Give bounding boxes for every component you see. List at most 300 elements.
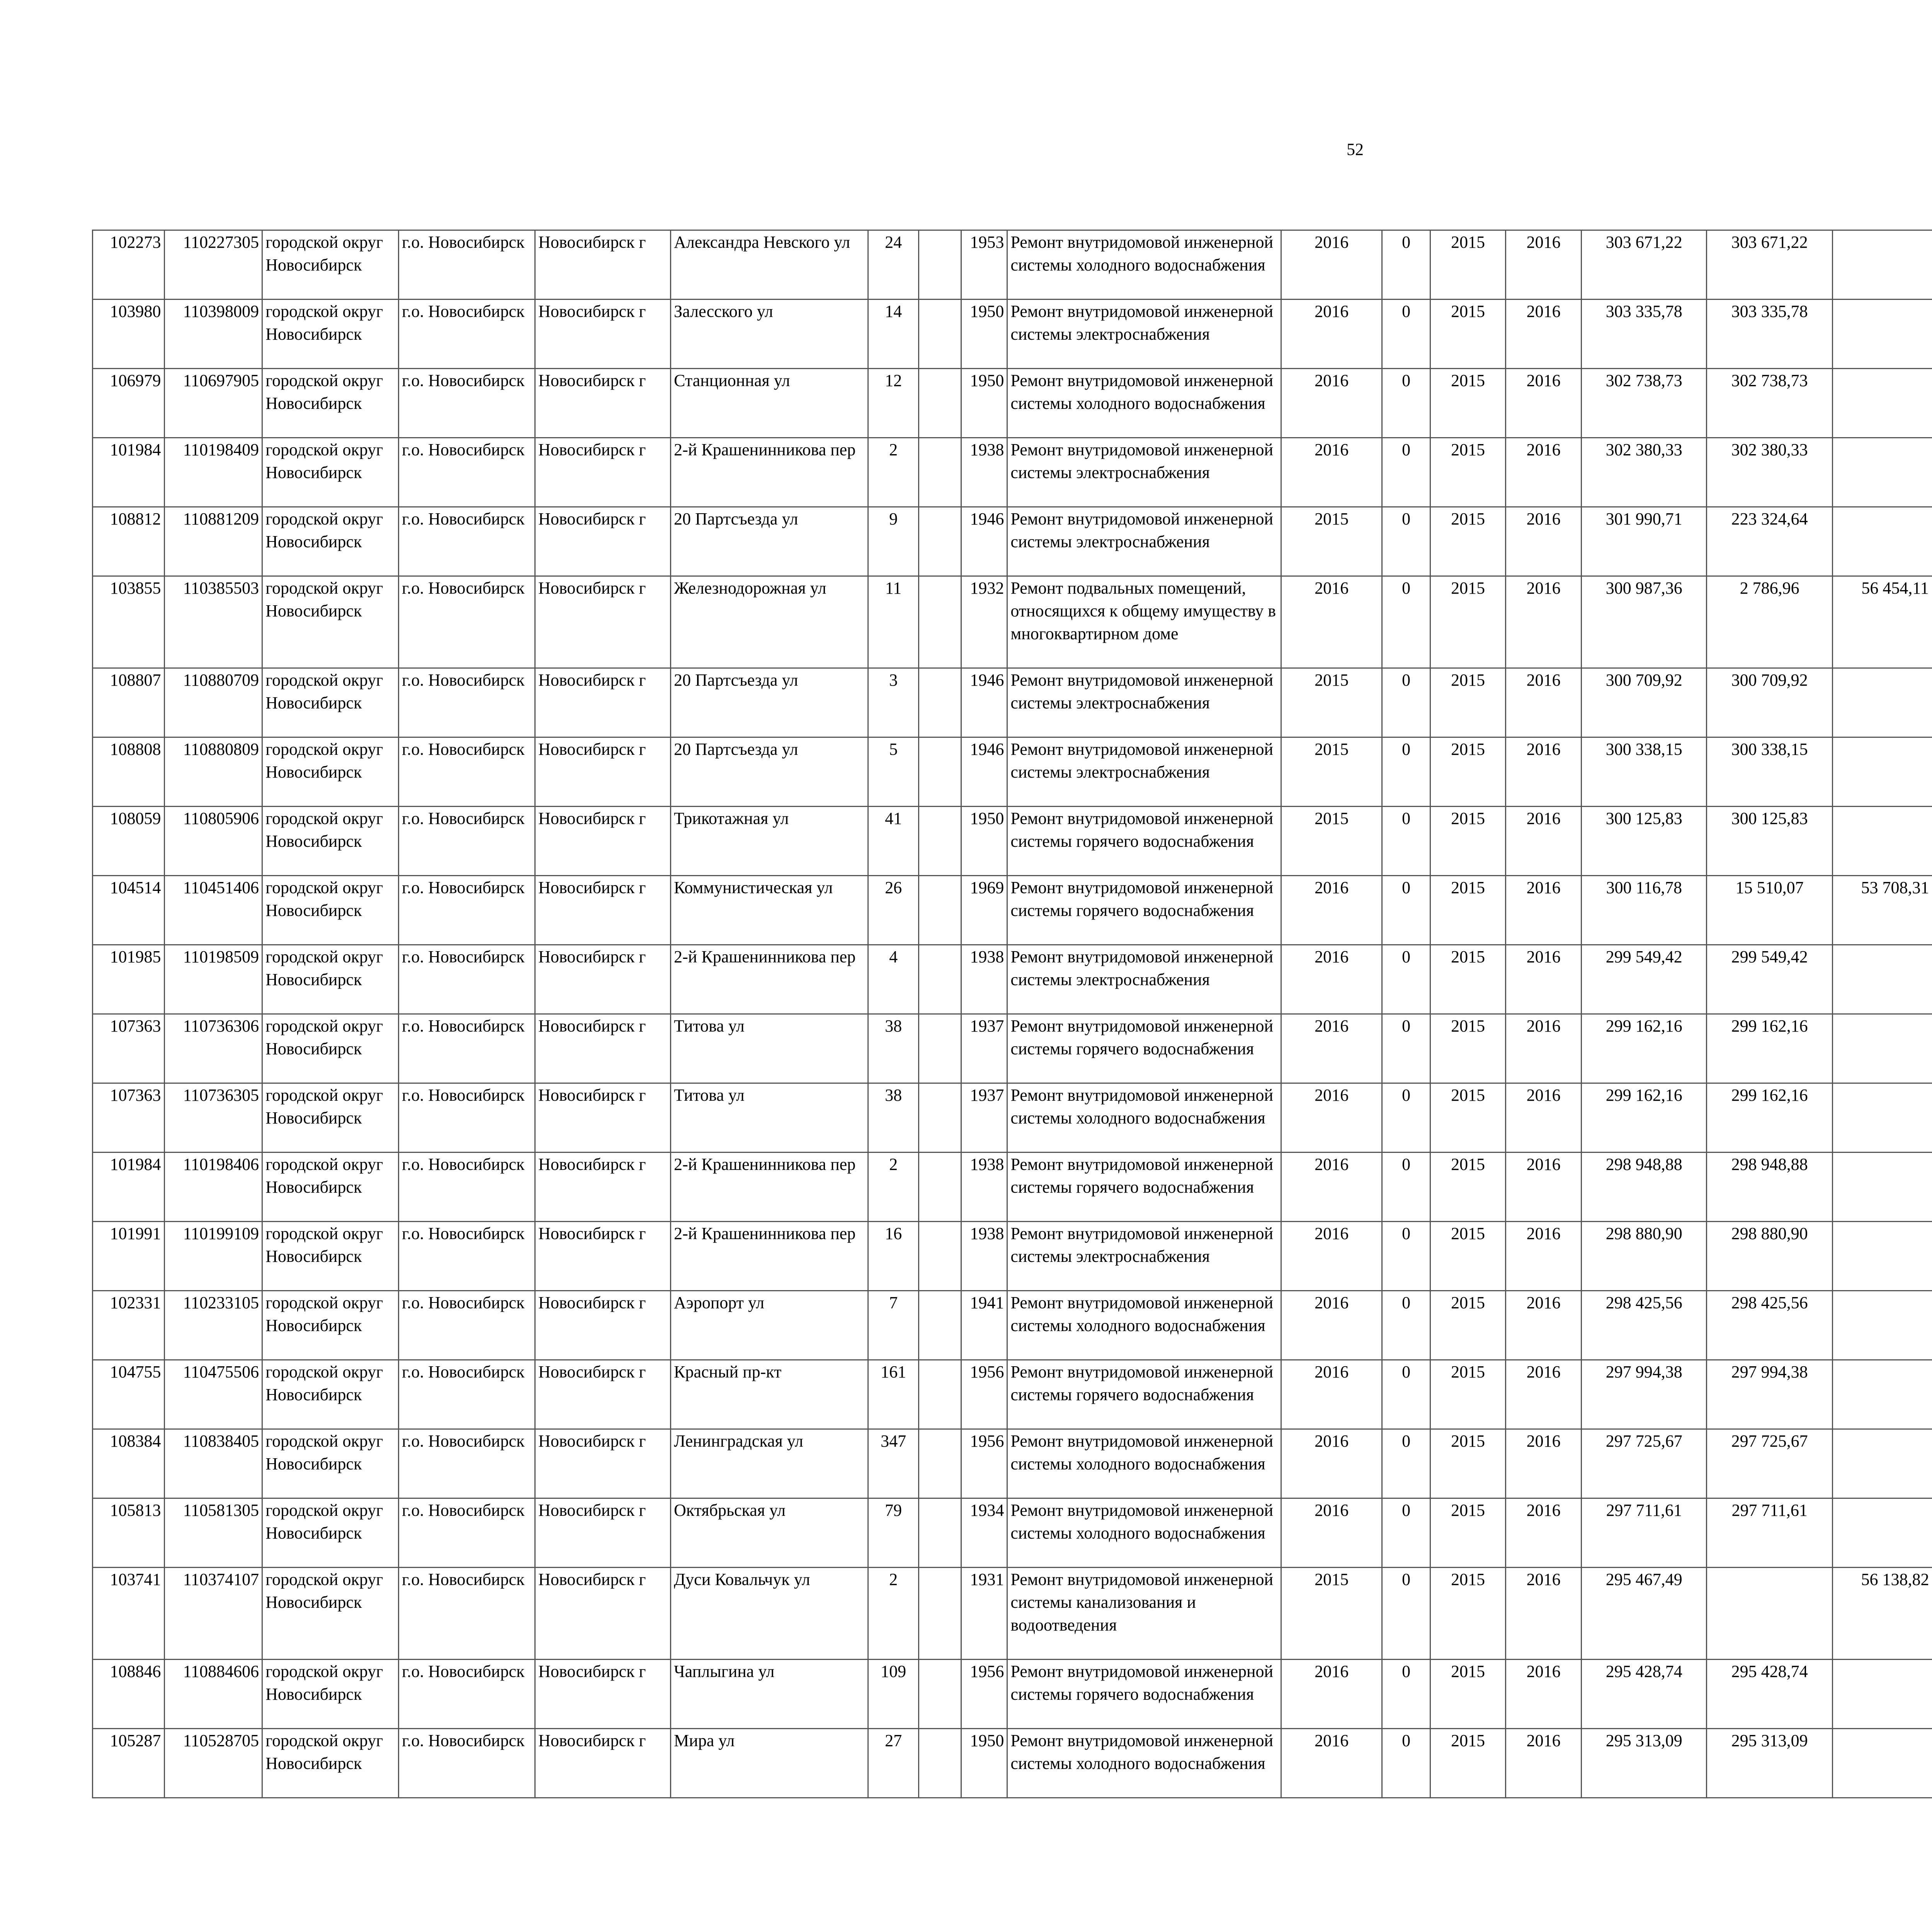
work-type-cell: Ремонт подвальных помещений, относящихся к общему имуществу в многоквартирном доме: [1007, 576, 1281, 668]
municipality-cell: городской округ Новосибирск: [262, 668, 399, 737]
city-cell: Новосибирск г: [535, 737, 671, 807]
year-to-cell: 2016: [1505, 300, 1582, 369]
year-to-cell: 2016: [1505, 230, 1582, 300]
street-cell: Октябрьская ул: [671, 1498, 868, 1568]
city-cell: Новосибирск г: [535, 369, 671, 438]
house-id-cell: 101984: [93, 438, 165, 507]
total-cost-cell: 297 711,61: [1582, 1498, 1707, 1568]
plan-year-cell: 2016: [1281, 1360, 1382, 1429]
plan-year-cell: 2015: [1281, 737, 1382, 807]
year-from-cell: 2015: [1430, 1291, 1506, 1360]
city-cell: Новосибирск г: [535, 576, 671, 668]
table-row: [93, 438, 1932, 507]
year-built-cell: 1937: [961, 1014, 1007, 1083]
street-cell: 2-й Крашенинникова пер: [671, 1222, 868, 1291]
year-from-cell: 2015: [1430, 737, 1506, 807]
year-from-cell: 2015: [1430, 230, 1506, 300]
total-cost-cell: 299 162,16: [1582, 1083, 1707, 1153]
total-cost-cell: 297 725,67: [1582, 1429, 1707, 1498]
table-row: [93, 807, 1932, 876]
plan-year-cell: 2016: [1281, 230, 1382, 300]
municipality-cell: городской округ Новосибирск: [262, 1083, 399, 1153]
work-code-cell: 110451406: [164, 876, 262, 945]
house-id-cell: 105813: [93, 1498, 165, 1568]
zero-value-cell: 0: [1382, 737, 1430, 807]
table-row: [93, 1222, 1932, 1291]
total-cost-cell: 298 948,88: [1582, 1153, 1707, 1222]
total-cost-cell: 298 425,56: [1582, 1291, 1707, 1360]
house-id-cell: 104755: [93, 1360, 165, 1429]
street-cell: 20 Партсъезда ул: [671, 507, 868, 576]
table-row: [93, 668, 1932, 737]
total-cost-cell: 298 880,90: [1582, 1222, 1707, 1291]
house-number-cell: 161: [868, 1360, 918, 1429]
building-cell: [918, 369, 961, 438]
work-code-cell: 110805906: [164, 807, 262, 876]
funding-a-cell: 299 549,42: [1707, 945, 1833, 1014]
plan-year-cell: 2016: [1281, 1498, 1382, 1568]
house-number-cell: 12: [868, 369, 918, 438]
municipality-cell: городской округ Новосибирск: [262, 576, 399, 668]
total-cost-cell: 302 738,73: [1582, 369, 1707, 438]
house-number-cell: 2: [868, 1153, 918, 1222]
zero-value-cell: 0: [1382, 507, 1430, 576]
city-cell: Новосибирск г: [535, 1222, 671, 1291]
municipality-cell: городской округ Новосибирск: [262, 1360, 399, 1429]
zero-value-cell: 0: [1382, 1360, 1430, 1429]
work-code-cell: 110374107: [164, 1568, 262, 1660]
city-cell: Новосибирск г: [535, 230, 671, 300]
street-cell: Мира ул: [671, 1729, 868, 1798]
work-code-cell: 110199109: [164, 1222, 262, 1291]
funding-a-cell: 302 738,73: [1707, 369, 1833, 438]
street-cell: Дуси Ковальчук ул: [671, 1568, 868, 1660]
table-row: [93, 1291, 1932, 1360]
building-cell: [918, 668, 961, 737]
funding-b-cell: [1833, 1498, 1932, 1568]
year-from-cell: 2015: [1430, 438, 1506, 507]
work-code-cell: 110233105: [164, 1291, 262, 1360]
street-cell: 2-й Крашенинникова пер: [671, 1153, 868, 1222]
funding-b-cell: [1833, 438, 1932, 507]
zero-value-cell: 0: [1382, 230, 1430, 300]
funding-b-cell: [1833, 945, 1932, 1014]
year-from-cell: 2015: [1430, 807, 1506, 876]
house-id-cell: 107363: [93, 1083, 165, 1153]
year-to-cell: 2016: [1505, 945, 1582, 1014]
work-code-cell: 110198409: [164, 438, 262, 507]
district-cell: г.о. Новосибирск: [399, 507, 535, 576]
funding-a-cell: 303 335,78: [1707, 300, 1833, 369]
year-to-cell: 2016: [1505, 668, 1582, 737]
zero-value-cell: 0: [1382, 300, 1430, 369]
work-code-cell: 110198406: [164, 1153, 262, 1222]
zero-value-cell: 0: [1382, 576, 1430, 668]
funding-a-cell: 298 880,90: [1707, 1222, 1833, 1291]
total-cost-cell: 295 428,74: [1582, 1660, 1707, 1729]
house-number-cell: 26: [868, 876, 918, 945]
district-cell: г.о. Новосибирск: [399, 876, 535, 945]
funding-b-cell: [1833, 1360, 1932, 1429]
plan-year-cell: 2016: [1281, 945, 1382, 1014]
work-type-cell: Ремонт внутридомовой инженерной системы горячего водоснабжения: [1007, 1014, 1281, 1083]
funding-a-cell: 297 994,38: [1707, 1360, 1833, 1429]
work-type-cell: Ремонт внутридомовой инженерной системы холодного водоснабжения: [1007, 1498, 1281, 1568]
year-built-cell: 1956: [961, 1360, 1007, 1429]
municipality-cell: городской округ Новосибирск: [262, 438, 399, 507]
year-from-cell: 2015: [1430, 1153, 1506, 1222]
municipality-cell: городской округ Новосибирск: [262, 1222, 399, 1291]
year-to-cell: 2016: [1505, 1222, 1582, 1291]
year-built-cell: 1950: [961, 1729, 1007, 1798]
work-type-cell: Ремонт внутридомовой инженерной системы электроснабжения: [1007, 1222, 1281, 1291]
municipality-cell: городской округ Новосибирск: [262, 1291, 399, 1360]
funding-b-cell: [1833, 230, 1932, 300]
table-row: [93, 507, 1932, 576]
funding-b-cell: [1833, 1083, 1932, 1153]
building-cell: [918, 300, 961, 369]
year-built-cell: 1946: [961, 737, 1007, 807]
year-to-cell: 2016: [1505, 1729, 1582, 1798]
street-cell: Титова ул: [671, 1014, 868, 1083]
work-type-cell: Ремонт внутридомовой инженерной системы горячего водоснабжения: [1007, 1660, 1281, 1729]
district-cell: г.о. Новосибирск: [399, 1291, 535, 1360]
building-cell: [918, 1660, 961, 1729]
table-row: [93, 1660, 1932, 1729]
plan-year-cell: 2016: [1281, 1083, 1382, 1153]
municipality-cell: городской округ Новосибирск: [262, 1153, 399, 1222]
year-to-cell: 2016: [1505, 1153, 1582, 1222]
funding-b-cell: [1833, 507, 1932, 576]
city-cell: Новосибирск г: [535, 1291, 671, 1360]
work-code-cell: 110880809: [164, 737, 262, 807]
table-row: [93, 369, 1932, 438]
work-type-cell: Ремонт внутридомовой инженерной системы канализования и водоотведения: [1007, 1568, 1281, 1660]
municipality-cell: городской округ Новосибирск: [262, 369, 399, 438]
plan-year-cell: 2016: [1281, 1660, 1382, 1729]
house-id-cell: 101984: [93, 1153, 165, 1222]
plan-year-cell: 2016: [1281, 1429, 1382, 1498]
year-built-cell: 1950: [961, 807, 1007, 876]
street-cell: Красный пр-кт: [671, 1360, 868, 1429]
work-type-cell: Ремонт внутридомовой инженерной системы электроснабжения: [1007, 507, 1281, 576]
building-cell: [918, 876, 961, 945]
building-cell: [918, 1014, 961, 1083]
total-cost-cell: 297 994,38: [1582, 1360, 1707, 1429]
work-type-cell: Ремонт внутридомовой инженерной системы холодного водоснабжения: [1007, 1729, 1281, 1798]
funding-a-cell: 300 338,15: [1707, 737, 1833, 807]
work-code-cell: 110881209: [164, 507, 262, 576]
house-id-cell: 101985: [93, 945, 165, 1014]
district-cell: г.о. Новосибирск: [399, 1360, 535, 1429]
work-code-cell: 110475506: [164, 1360, 262, 1429]
house-number-cell: 2: [868, 438, 918, 507]
year-to-cell: 2016: [1505, 1291, 1582, 1360]
funding-b-cell: [1833, 1222, 1932, 1291]
table-row: [93, 300, 1932, 369]
year-built-cell: 1956: [961, 1429, 1007, 1498]
zero-value-cell: 0: [1382, 876, 1430, 945]
building-cell: [918, 807, 961, 876]
work-code-cell: 110736306: [164, 1014, 262, 1083]
house-number-cell: 38: [868, 1014, 918, 1083]
zero-value-cell: 0: [1382, 668, 1430, 737]
municipality-cell: городской округ Новосибирск: [262, 1660, 399, 1729]
municipality-cell: городской округ Новосибирск: [262, 507, 399, 576]
year-to-cell: 2016: [1505, 438, 1582, 507]
funding-a-cell: 298 948,88: [1707, 1153, 1833, 1222]
work-type-cell: Ремонт внутридомовой инженерной системы электроснабжения: [1007, 300, 1281, 369]
zero-value-cell: 0: [1382, 1291, 1430, 1360]
table-row: [93, 1360, 1932, 1429]
street-cell: 20 Партсъезда ул: [671, 737, 868, 807]
district-cell: г.о. Новосибирск: [399, 369, 535, 438]
house-number-cell: 24: [868, 230, 918, 300]
funding-a-cell: 297 725,67: [1707, 1429, 1833, 1498]
building-cell: [918, 576, 961, 668]
municipality-cell: городской округ Новосибирск: [262, 1014, 399, 1083]
year-built-cell: 1934: [961, 1498, 1007, 1568]
zero-value-cell: 0: [1382, 438, 1430, 507]
funding-b-cell: [1833, 369, 1932, 438]
funding-b-cell: 53 708,31: [1833, 876, 1932, 945]
house-number-cell: 14: [868, 300, 918, 369]
work-type-cell: Ремонт внутридомовой инженерной системы холодного водоснабжения: [1007, 1429, 1281, 1498]
year-from-cell: 2015: [1430, 1429, 1506, 1498]
street-cell: Аэропорт ул: [671, 1291, 868, 1360]
zero-value-cell: 0: [1382, 1729, 1430, 1798]
plan-year-cell: 2016: [1281, 438, 1382, 507]
house-number-cell: 2: [868, 1568, 918, 1660]
street-cell: 2-й Крашенинникова пер: [671, 945, 868, 1014]
municipality-cell: городской округ Новосибирск: [262, 1729, 399, 1798]
total-cost-cell: 295 467,49: [1582, 1568, 1707, 1660]
year-built-cell: 1950: [961, 369, 1007, 438]
district-cell: г.о. Новосибирск: [399, 438, 535, 507]
city-cell: Новосибирск г: [535, 1429, 671, 1498]
zero-value-cell: 0: [1382, 1660, 1430, 1729]
funding-b-cell: [1833, 1429, 1932, 1498]
district-cell: г.о. Новосибирск: [399, 807, 535, 876]
table-row: [93, 1153, 1932, 1222]
total-cost-cell: 299 162,16: [1582, 1014, 1707, 1083]
city-cell: Новосибирск г: [535, 1083, 671, 1153]
street-cell: Ленинградская ул: [671, 1429, 868, 1498]
street-cell: Залесского ул: [671, 300, 868, 369]
house-id-cell: 103980: [93, 300, 165, 369]
work-type-cell: Ремонт внутридомовой инженерной системы холодного водоснабжения: [1007, 230, 1281, 300]
plan-year-cell: 2016: [1281, 876, 1382, 945]
year-from-cell: 2015: [1430, 1083, 1506, 1153]
year-from-cell: 2015: [1430, 1498, 1506, 1568]
work-type-cell: Ремонт внутридомовой инженерной системы холодного водоснабжения: [1007, 1291, 1281, 1360]
year-to-cell: 2016: [1505, 507, 1582, 576]
funding-b-cell: [1833, 737, 1932, 807]
work-code-cell: 110385503: [164, 576, 262, 668]
house-number-cell: 5: [868, 737, 918, 807]
city-cell: Новосибирск г: [535, 507, 671, 576]
table-row: [93, 737, 1932, 807]
city-cell: Новосибирск г: [535, 945, 671, 1014]
work-code-cell: 110736305: [164, 1083, 262, 1153]
city-cell: Новосибирск г: [535, 1729, 671, 1798]
city-cell: Новосибирск г: [535, 1014, 671, 1083]
street-cell: 2-й Крашенинникова пер: [671, 438, 868, 507]
year-built-cell: 1956: [961, 1660, 1007, 1729]
funding-a-cell: 299 162,16: [1707, 1083, 1833, 1153]
year-to-cell: 2016: [1505, 369, 1582, 438]
year-to-cell: 2016: [1505, 807, 1582, 876]
municipality-cell: городской округ Новосибирск: [262, 1498, 399, 1568]
street-cell: Титова ул: [671, 1083, 868, 1153]
work-code-cell: 110838405: [164, 1429, 262, 1498]
municipality-cell: городской округ Новосибирск: [262, 1568, 399, 1660]
house-number-cell: 9: [868, 507, 918, 576]
work-type-cell: Ремонт внутридомовой инженерной системы холодного водоснабжения: [1007, 369, 1281, 438]
house-id-cell: 104514: [93, 876, 165, 945]
zero-value-cell: 0: [1382, 1498, 1430, 1568]
house-id-cell: 102273: [93, 230, 165, 300]
total-cost-cell: 303 335,78: [1582, 300, 1707, 369]
work-type-cell: Ремонт внутридомовой инженерной системы электроснабжения: [1007, 737, 1281, 807]
house-id-cell: 106979: [93, 369, 165, 438]
zero-value-cell: 0: [1382, 1083, 1430, 1153]
total-cost-cell: 300 116,78: [1582, 876, 1707, 945]
year-from-cell: 2015: [1430, 876, 1506, 945]
building-cell: [918, 1222, 961, 1291]
house-number-cell: 38: [868, 1083, 918, 1153]
zero-value-cell: 0: [1382, 945, 1430, 1014]
year-built-cell: 1953: [961, 230, 1007, 300]
house-number-cell: 41: [868, 807, 918, 876]
year-built-cell: 1938: [961, 1153, 1007, 1222]
street-cell: Коммунистическая ул: [671, 876, 868, 945]
funding-b-cell: [1833, 1014, 1932, 1083]
building-cell: [918, 507, 961, 576]
building-cell: [918, 438, 961, 507]
municipality-cell: городской округ Новосибирск: [262, 300, 399, 369]
work-code-cell: 110880709: [164, 668, 262, 737]
house-id-cell: 103855: [93, 576, 165, 668]
plan-year-cell: 2016: [1281, 1729, 1382, 1798]
street-cell: Чаплыгина ул: [671, 1660, 868, 1729]
city-cell: Новосибирск г: [535, 1498, 671, 1568]
funding-b-cell: [1833, 807, 1932, 876]
table-row: [93, 1429, 1932, 1498]
building-cell: [918, 1360, 961, 1429]
work-type-cell: Ремонт внутридомовой инженерной системы электроснабжения: [1007, 668, 1281, 737]
year-from-cell: 2015: [1430, 1360, 1506, 1429]
year-to-cell: 2016: [1505, 1014, 1582, 1083]
funding-a-cell: [1707, 1568, 1833, 1660]
street-cell: Железнодорожная ул: [671, 576, 868, 668]
district-cell: г.о. Новосибирск: [399, 1498, 535, 1568]
total-cost-cell: 295 313,09: [1582, 1729, 1707, 1798]
work-code-cell: 110581305: [164, 1498, 262, 1568]
total-cost-cell: 300 709,92: [1582, 668, 1707, 737]
house-id-cell: 108384: [93, 1429, 165, 1498]
building-cell: [918, 1429, 961, 1498]
work-type-cell: Ремонт внутридомовой инженерной системы холодного водоснабжения: [1007, 1083, 1281, 1153]
building-cell: [918, 737, 961, 807]
house-number-cell: 4: [868, 945, 918, 1014]
plan-year-cell: 2016: [1281, 1291, 1382, 1360]
house-id-cell: 103741: [93, 1568, 165, 1660]
street-cell: Трикотажная ул: [671, 807, 868, 876]
year-to-cell: 2016: [1505, 1083, 1582, 1153]
table-row: [93, 576, 1932, 668]
year-to-cell: 2016: [1505, 737, 1582, 807]
house-id-cell: 108807: [93, 668, 165, 737]
house-id-cell: 102331: [93, 1291, 165, 1360]
plan-year-cell: 2016: [1281, 1153, 1382, 1222]
city-cell: Новосибирск г: [535, 300, 671, 369]
plan-year-cell: 2016: [1281, 300, 1382, 369]
house-number-cell: 27: [868, 1729, 918, 1798]
funding-a-cell: 303 671,22: [1707, 230, 1833, 300]
zero-value-cell: 0: [1382, 369, 1430, 438]
year-built-cell: 1932: [961, 576, 1007, 668]
work-type-cell: Ремонт внутридомовой инженерной системы горячего водоснабжения: [1007, 1153, 1281, 1222]
plan-year-cell: 2015: [1281, 507, 1382, 576]
total-cost-cell: 302 380,33: [1582, 438, 1707, 507]
year-built-cell: 1946: [961, 507, 1007, 576]
work-code-cell: 110884606: [164, 1660, 262, 1729]
year-from-cell: 2015: [1430, 945, 1506, 1014]
total-cost-cell: 300 125,83: [1582, 807, 1707, 876]
total-cost-cell: 299 549,42: [1582, 945, 1707, 1014]
year-built-cell: 1937: [961, 1083, 1007, 1153]
building-cell: [918, 1153, 961, 1222]
funding-a-cell: 297 711,61: [1707, 1498, 1833, 1568]
table-row: [93, 1729, 1932, 1798]
year-from-cell: 2015: [1430, 369, 1506, 438]
city-cell: Новосибирск г: [535, 1568, 671, 1660]
plan-year-cell: 2016: [1281, 576, 1382, 668]
municipality-cell: городской округ Новосибирск: [262, 945, 399, 1014]
work-type-cell: Ремонт внутридомовой инженерной системы горячего водоснабжения: [1007, 807, 1281, 876]
year-to-cell: 2016: [1505, 1360, 1582, 1429]
work-type-cell: Ремонт внутридомовой инженерной системы электроснабжения: [1007, 438, 1281, 507]
municipality-cell: городской округ Новосибирск: [262, 876, 399, 945]
work-type-cell: Ремонт внутридомовой инженерной системы горячего водоснабжения: [1007, 876, 1281, 945]
year-to-cell: 2016: [1505, 1660, 1582, 1729]
year-to-cell: 2016: [1505, 1498, 1582, 1568]
funding-a-cell: 300 709,92: [1707, 668, 1833, 737]
house-number-cell: 16: [868, 1222, 918, 1291]
funding-a-cell: 299 162,16: [1707, 1014, 1833, 1083]
district-cell: г.о. Новосибирск: [399, 1014, 535, 1083]
table-row: [93, 876, 1932, 945]
total-cost-cell: 300 987,36: [1582, 576, 1707, 668]
house-id-cell: 107363: [93, 1014, 165, 1083]
funding-a-cell: 223 324,64: [1707, 507, 1833, 576]
building-cell: [918, 1498, 961, 1568]
zero-value-cell: 0: [1382, 1429, 1430, 1498]
table-row: [93, 1014, 1932, 1083]
funding-b-cell: [1833, 1153, 1932, 1222]
work-type-cell: Ремонт внутридомовой инженерной системы горячего водоснабжения: [1007, 1360, 1281, 1429]
house-id-cell: 108846: [93, 1660, 165, 1729]
funding-b-cell: [1833, 300, 1932, 369]
district-cell: г.о. Новосибирск: [399, 1153, 535, 1222]
funding-b-cell: [1833, 668, 1932, 737]
year-built-cell: 1950: [961, 300, 1007, 369]
house-id-cell: 101991: [93, 1222, 165, 1291]
year-from-cell: 2015: [1430, 507, 1506, 576]
year-from-cell: 2015: [1430, 1014, 1506, 1083]
district-cell: г.о. Новосибирск: [399, 300, 535, 369]
